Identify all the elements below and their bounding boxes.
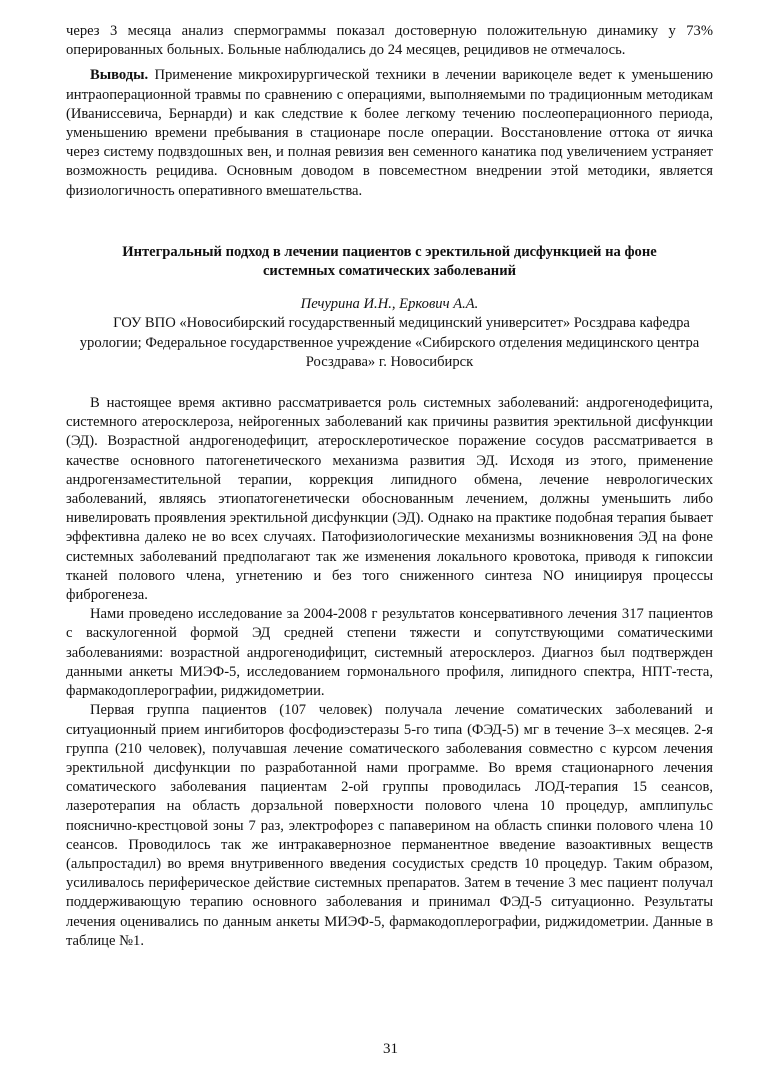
article-authors: Печурина И.Н., Еркович А.А. <box>300 296 479 313</box>
previous-section-paragraph: через 3 месяца анализ спермограммы показал достоверную положительную динамику у 73% оперированных больных. Больные наблюдались до 24 месяцев, рецидивов не отмечалось. <box>66 23 713 59</box>
page-number: 31 <box>383 1041 398 1057</box>
conclusions-label: Выводы. <box>90 67 149 84</box>
body-paragraph-2: Нами проведено исследование за 2004-2008 г результатов консервативного лечения 317 пациентов с васкулогенной формой ЭД средней степени тяжести и сопутствующими соматическими заболеваниями: возрастной андрогенодифицит, системный атеросклероз. Диагноз был подтвержден данными анкеты МИЭФ-5, исследованием гормонального профиля, липидного спектра, НПТ-теста, фармакодоплерографии, риджидометрии. <box>66 606 713 700</box>
article-affiliation: ГОУ ВПО «Новосибирский государственный медицинский университет» Росздрава кафедра урологии; Федеральное государственное учреждение «Сибирского отделения медицинского центра Росздрава» г. Новосибирск <box>79 315 700 370</box>
conclusions-text: Применение микрохирургической техники в лечении варикоцеле ведет к уменьшению интраоперационной травмы по сравнению с операциями, выполняемыми по традиционным методикам (Иванисcевича, Бернарди) и как следствие к более легкому течению послеоперационного периода, уменьшению времени пребывания в стационаре после операции. Восстановление оттока от яичка через систему подвздошных вен, и полная ревизия вен семенного канатика под увеличением устраняет возможность рецидива. Основным доводом в повсеместном внедрении этой методики, является физиологичность оперативного вмешательства. <box>66 67 713 199</box>
conclusions-paragraph <box>66 66 713 200</box>
body-paragraph-3: Первая группа пациентов (107 человек) получала лечение соматических заболеваний и ситуационный прием ингибиторов фосфодиэстеразы 5-го типа (ФЭД-5) мг в течение 3–х месяцев. 2-я группа (210 человек), получавшая лечение соматического заболевания совместно с курсом лечения эректильной дисфункции по разработанной нами программе. Во время стационарного лечения соматического заболевания пациентам 2-ой группы проводилась ЛОД-терапия 15 сеансов, лазеротерапия на область дорзальной поверхности полового члена 10 процедур, амплипульс пояснично-крестцовой зоны 7 раз, электрофорез с папаверином на область спинки полового члена 10 сеансов. Проводилось так же интракавернозное перманентное введение вазоактивных веществ (альпростадил) во время внутривенного введения сосудистых средств 10 процедур. Таким образом, усиливалось периферическое действие системных препаратов. Затем в течение 3 мес пациент получал поддерживающую терапию основного заболевания и принимал ФЭД-5 ситуационно. Результаты лечения оценивались по данным анкеты МИЭФ-5, фармакодоплерографии, риджидометрии. Данные в таблице №1. <box>66 702 713 949</box>
article-title-line-1: Интегральный подход в лечении пациентов с эректильной дисфункцией на фоне <box>122 243 657 260</box>
article-title-line-2: системных соматических заболеваний <box>262 263 517 280</box>
body-paragraph-1: В настоящее время активно рассматривается роль системных заболеваний: андрогенодефицита, системного атеросклероза, нейрогенных заболеваний как причины развития эректильной дисфункции (ЭД). Возрастной андрогенодефицит, атеросклеротическое поражение сосудов рассматривается в качестве основного патогенетического механизма развития ЭД. Исходя из этого, применение андрогензаместительной терапии, коррекция липидного обмена, лечение неврологических заболеваний, являясь этиопатогенетически обоснованным лечением, должны уменьшить либо нивелировать проявления эректильной дисфункции (ЭД). Однако на практике подобная терапия бывает эффективна далеко не во всех случаях. Патофизиологические механизмы возникновения ЭД на фоне системных заболеваний предполагают так же изменения локального кровотока, приводя к гипоксии тканей полового члена, угнетению и без того сниженного синтеза NO инициируя процессы фиброгенеза. <box>66 395 713 604</box>
